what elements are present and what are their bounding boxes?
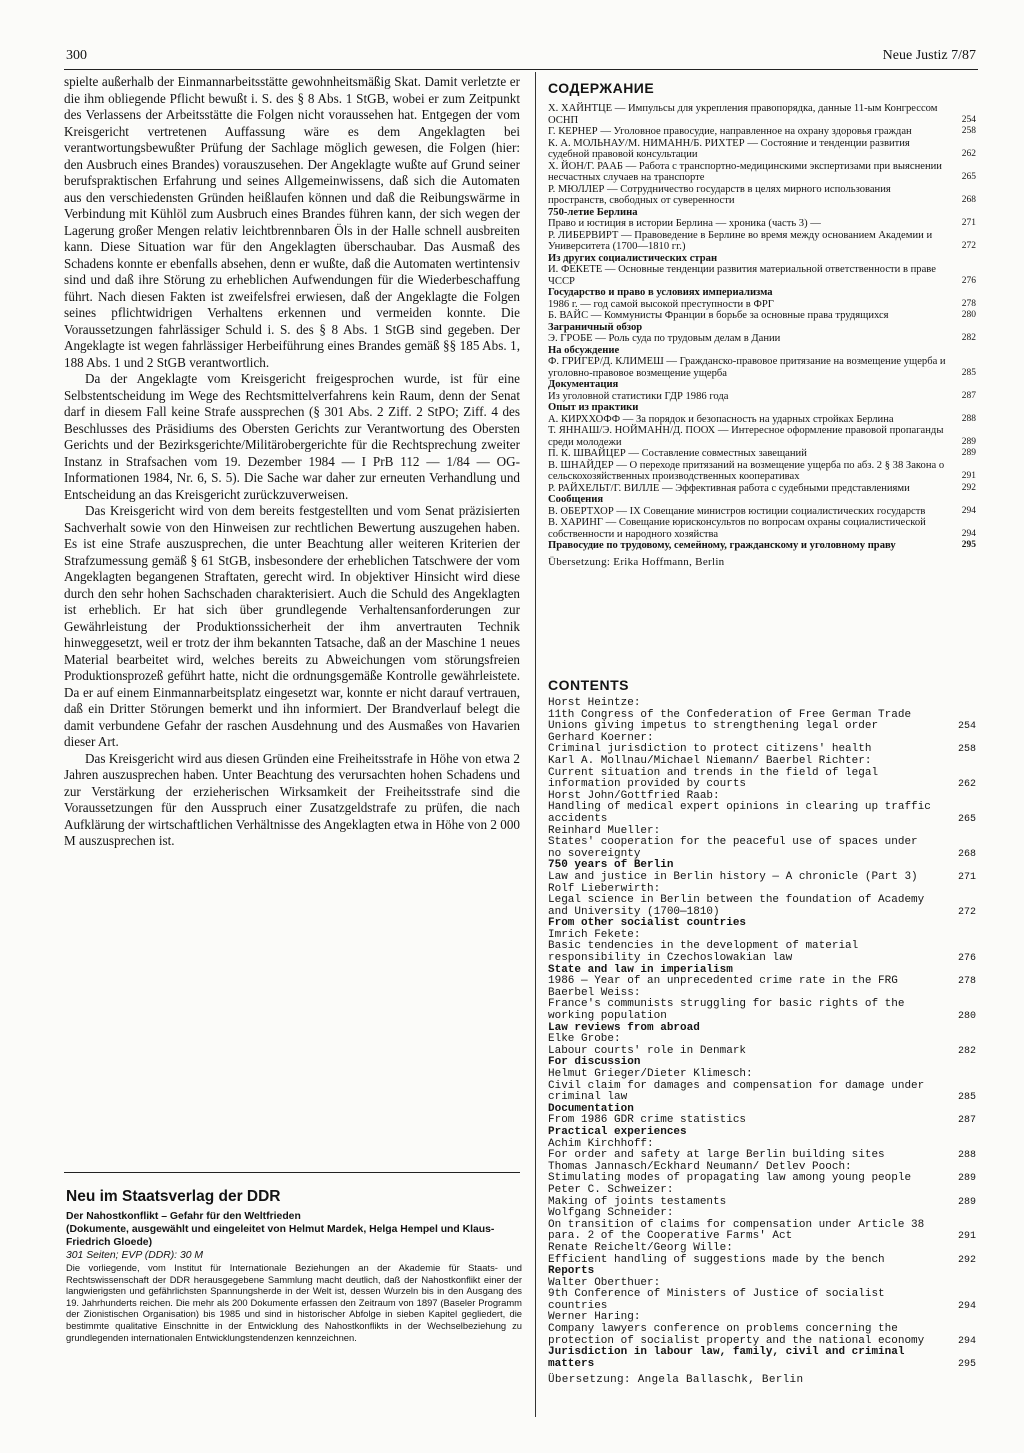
toc-entry-text: Э. ГРОБЕ — Роль суда по трудовым делам в Дании <box>548 333 781 344</box>
toc-entry-page: 280 <box>957 1011 976 1023</box>
toc-entry <box>548 930 976 965</box>
toc-entry-page: 268 <box>957 848 976 860</box>
toc-entry <box>548 988 976 1023</box>
toc-entry <box>548 1243 976 1266</box>
toc-entry-page: 265 <box>961 172 976 182</box>
toc-entry-text: 750-летие Берлина <box>548 206 638 218</box>
toc-english-heading: CONTENTS <box>548 677 629 693</box>
toc-entry-text: Из других социалистических стран <box>548 252 718 264</box>
article-paragraph: Das Kreisgericht wird aus diesen Gründen eine Freiheitsstrafe in Höhe von etwa 2 Jahren auszusprechen haben. Unter Beachtung des verursachten hohen Schadens und zur Verstärkung der erzieherischen Wirksamkeit der Freiheitsstrafe sind die Voraussetzungen für den Ausspruch einer Zusatzgeldstrafe zu prüfen, die nach Aufklärung der wirtschaftlichen Verhältnisse des Angeklagten etwa in Höhe von 2 000 M auszusprechen ist. <box>64 750 520 848</box>
toc-russian-translator: Übersetzung: Erika Hoffmann, Berlin <box>548 555 725 568</box>
publication-heading: Neu im Staatsverlag der DDR <box>66 1188 281 1205</box>
toc-entry-page: 276 <box>961 275 976 286</box>
toc-russian-list <box>548 103 976 552</box>
toc-entry-text: Law and justice in Berlin history — A chronicle (Part 3) <box>548 870 918 883</box>
toc-section-label: Documentation <box>548 1102 634 1115</box>
toc-entry-page: 289 <box>957 1196 976 1208</box>
toc-entry-text: На обсуждение <box>548 344 620 356</box>
toc-entry <box>548 448 976 460</box>
toc-entry <box>548 517 976 540</box>
toc-section-heading <box>548 345 976 357</box>
toc-entry-text: В. ОБЕРТХОР — IX Совещание министров юстиции социалистических государств <box>548 505 926 517</box>
toc-entry-text: А. КИРХХОФФ — За порядок и безопасность на ударных стройках Берлина <box>548 413 894 425</box>
toc-entry <box>548 356 976 379</box>
toc-entry-author: Renate Reichelt/Georg Wille: <box>548 1241 733 1254</box>
toc-entry <box>548 1208 976 1243</box>
toc-entry-page: 291 <box>957 1231 976 1243</box>
toc-section-heading <box>548 322 976 334</box>
toc-entry <box>548 310 976 322</box>
toc-section-heading <box>548 1347 976 1370</box>
toc-entry <box>548 1162 976 1185</box>
toc-entry <box>548 161 976 184</box>
toc-entry-text: Х. ХАЙНТЦЕ — Импульсы для укрепления правопорядка, данные 11-ым Конгрессом ОСНП <box>548 103 938 126</box>
toc-entry <box>548 884 976 919</box>
toc-entry-text: Правосудие по трудовому, семейному, гражданскому и уголовному праву <box>548 540 896 551</box>
toc-entry-text: 11th Congress of the Confederation of Free German Trade Unions giving impetus to strengthening legal order <box>548 708 912 733</box>
article-paragraph: Das Kreisgericht wird von dem bereits festgestellten und vom Senat präzisierten Sachverhalt sowie von den Hinweisen zur rechtlichen Bewertung auszugehen haben. Es ist eine Strafe auszusprechen, die unter Beachtung aller weiteren Kriterien der Strafzumessung gemäß § 61 StGB, insbesondere der erheblichen Tatschwere der vom Angeklagten begangenen Straftaten, gerecht wird. In objektiver Hinsicht wird diese durch den sehr hohen Sachschaden charakterisiert. Auch die Schuld des Angeklagten ist erheblich. Er hat sich über grundlegende Verhaltensanforderungen zur Gewährleistung der Produktionssicherheit der ihm anvertrauten Technik hinweggesetzt, weil er trotz der ihm bekannten Tatsache, daß an der Maschine 1 neues Material bearbeitet wird, welches bereits zu Abweichungen vom störungsfreien Produktionsprozeß geführt hatte, nicht die ordnungsgemäße Kontrolle gewährleistete. Da er auf einem Einmannarbeitsplatz eingesetzt war, konnte er nicht darauf vertrauen, daß ein Dritter Störungen bemerkt und ihn informiert. Der Brandverlauf belegt die damit verbundene Gefahr der raschen Ausdehnung und des Ausmaßes von Havarien dieser Art. <box>64 503 520 749</box>
toc-entry-page: 272 <box>961 241 976 251</box>
toc-entry <box>548 414 976 426</box>
toc-entry <box>548 1278 976 1313</box>
toc-entry-page: 282 <box>961 333 976 343</box>
toc-entry-page: 280 <box>961 310 976 320</box>
section-rule <box>64 1172 520 1173</box>
toc-entry-page: 276 <box>957 953 976 965</box>
toc-entry-text: И. ФЕКЕТЕ — Основные тенденции развития материальной ответственности в праве ЧССР <box>548 264 936 287</box>
toc-entry-page: 291 <box>961 471 976 481</box>
toc-entry-text: Опыт из практики <box>548 402 639 413</box>
toc-entry-author: Helmut Grieger/Dieter Klimesch: <box>548 1068 753 1080</box>
toc-entry <box>548 733 976 756</box>
toc-entry-page: 289 <box>961 448 976 458</box>
toc-entry <box>548 506 976 518</box>
toc-entry-author: Baerbel Weiss: <box>548 986 641 999</box>
journal-title: Neue Justiz 7/87 <box>882 48 976 63</box>
publication-description: Die vorliegende, vom Institut für Internationale Beziehungen an der Akademie für Staats- und Rechtswissenschaft der DDR herausgegebene Sammlung macht deutlich, daß der Nahostkonflikt einer der langwierigsten und gefährlichsten Spannungsherde in der Welt ist, dessen Wurzeln bis in den Ausgang des 19. Jahrhunderts reichen. Die mehr als 200 Dokumente erfassen den Zeitraum von 1897 (Baseler Programm der Zionistischen Organisation) bis 1985 und sind in historischer Abfolge in sieben Kapitel gegliedert, die bestimmte qualitative Einschnitte in der Entwicklung des Nahostkonflikts in der Wechselbeziehung zu grundlegenden internationalen Entwicklungstendenzen kennzeichnen. <box>66 1262 522 1343</box>
toc-entry <box>548 1312 976 1347</box>
toc-section-label: State and law in imperialism <box>548 963 733 976</box>
toc-section-label: Jurisdiction in labour law, family, civil and criminal matters <box>548 1346 905 1370</box>
toc-entry-author: Rolf Lieberwirth: <box>548 882 661 895</box>
toc-entry-text: Labour courts' role in Denmark <box>548 1044 747 1057</box>
toc-entry-text: К. А. МОЛЬНАУ/М. НИМАНН/Б. РИХТЕР — Состояние и тенденции развития судебной правовой консультации <box>548 137 910 160</box>
toc-entry-page: 268 <box>961 195 976 205</box>
toc-entry-text: Criminal jurisdiction to protect citizens' health <box>548 743 872 756</box>
toc-entry-text: В. ХАРИНГ — Совещание юрисконсультов по вопросам охраны социалистической собственности и народного хозяйства <box>548 517 926 540</box>
toc-entry <box>548 103 976 126</box>
toc-entry <box>548 1069 976 1104</box>
toc-section-label: 750 years of Berlin <box>548 859 674 872</box>
toc-section-heading <box>548 287 976 299</box>
toc-entry-text: Сообщения <box>548 494 604 505</box>
toc-entry-page: 289 <box>957 1173 976 1185</box>
toc-entry-text: Право и юстиция в истории Берлина — хроника (часть 3) — <box>548 218 821 229</box>
toc-entry <box>548 299 976 311</box>
toc-russian <box>548 80 976 568</box>
toc-entry-text: П. К. ШВАЙЦЕР — Составление совместных завещаний <box>548 448 807 459</box>
toc-entry-text: France's communists struggling for basic rights of the working population <box>548 998 905 1023</box>
toc-entry-page: 292 <box>957 1254 976 1266</box>
toc-entry-page: 294 <box>957 1300 976 1312</box>
toc-entry-author: Gerhard Koerner: <box>548 731 654 744</box>
header-rule <box>64 69 978 70</box>
toc-entry-page: 294 <box>957 1335 976 1347</box>
article-body <box>64 74 520 850</box>
toc-entry-page: 288 <box>961 413 976 424</box>
toc-entry <box>548 483 976 495</box>
toc-entry <box>548 1034 976 1057</box>
page-number: 300 <box>66 48 87 63</box>
toc-entry-page: 271 <box>961 218 976 228</box>
toc-entry-text: Basic tendencies in the development of material responsibility in Czechoslowakian law <box>548 940 859 965</box>
toc-entry-page: 254 <box>961 114 976 125</box>
toc-entry <box>548 698 976 733</box>
toc-entry-text: On transition of claims for compensation under Article 38 para. 2 of the Cooperative Farms' Act <box>548 1218 925 1243</box>
toc-entry-page: 254 <box>957 721 976 733</box>
toc-entry-page: 292 <box>961 482 976 493</box>
toc-entry <box>548 333 976 345</box>
toc-section-label: Reports <box>548 1265 595 1278</box>
toc-entry-page: 285 <box>957 1092 976 1104</box>
toc-entry-text: Handling of medical expert opinions in clearing up traffic accidents <box>548 801 931 825</box>
toc-entry <box>548 425 976 448</box>
toc-entry-page: 262 <box>961 149 976 159</box>
toc-entry <box>548 872 976 884</box>
toc-section-heading <box>548 1127 976 1139</box>
toc-section-label: Law reviews from abroad <box>548 1021 700 1034</box>
toc-entry-page: 294 <box>961 505 976 516</box>
toc-section-heading <box>548 207 976 219</box>
toc-entry <box>548 126 976 138</box>
toc-entry-text: For order and safety at large Berlin building sites <box>548 1149 885 1162</box>
toc-entry <box>548 460 976 483</box>
column-divider <box>535 72 536 1417</box>
toc-entry-text: Государство и право в условиях империализма <box>548 287 773 298</box>
toc-entry-page: 278 <box>961 298 976 309</box>
toc-entry-text: Р. МЮЛЛЕР — Сотрудничество государств в целях мирного использования пространств, свободных от суверенности <box>548 183 891 206</box>
toc-entry-page: 258 <box>957 744 976 756</box>
publication-notice <box>66 1188 522 1343</box>
toc-section-heading <box>548 494 976 506</box>
toc-entry-text: Civil claim for damages and compensation for damage under criminal law <box>548 1079 925 1104</box>
toc-entry <box>548 756 976 791</box>
toc-entry-text: Документация <box>548 379 619 390</box>
toc-entry <box>548 1185 976 1208</box>
toc-russian-heading: СОДЕРЖАНИЕ <box>548 80 655 96</box>
toc-entry-page: 285 <box>961 367 976 378</box>
toc-entry-author: Imrich Fekete: <box>548 928 641 941</box>
toc-entry <box>548 230 976 253</box>
toc-entry <box>548 184 976 207</box>
publication-title: Der Nahostkonflikt – Gefahr für den Weltfrieden <box>66 1211 301 1222</box>
toc-entry <box>548 1139 976 1162</box>
toc-entry-text: 1986 — Year of an unprecedented crime rate in the FRG <box>548 975 898 988</box>
toc-entry-author: Peter C. Schweizer: <box>548 1183 674 1196</box>
toc-entry-page: 272 <box>957 906 976 918</box>
toc-entry-text: Г. КЕРНЕР — Уголовное правосудие, направленное на охрану здоровья граждан <box>548 126 912 137</box>
toc-entry-text: Efficient handling of suggestions made by the bench <box>548 1253 885 1266</box>
toc-section-heading <box>548 402 976 414</box>
toc-entry-text: В. ШНАЙДЕР — О переходе притязаний на возмещение ущерба по абз. 2 § 38 Закона о сельскохозяйственных производственных кооперативах <box>548 459 945 482</box>
toc-entry-text: Заграничный обзор <box>548 321 643 333</box>
toc-entry-text: Legal science in Berlin between the foundation of Academy and University (1700—1810) <box>548 894 925 918</box>
toc-entry-page: 287 <box>961 390 976 401</box>
toc-entry-text: Current situation and trends in the field of legal information provided by courts <box>548 766 879 791</box>
toc-english <box>548 677 976 1386</box>
toc-entry-page: 287 <box>957 1115 976 1127</box>
toc-entry-text: Х. ЙОН/Г. РААБ — Работа с транспортно-медицинскими экспертизами при выяснении несчастных случаев на транспорте <box>548 160 942 183</box>
toc-entry <box>548 218 976 230</box>
toc-section-heading <box>548 379 976 391</box>
toc-entry-text: Р. РАЙХЕЛЬТ/Г. ВИЛЛЕ — Эффективная работа с судебными представлениями <box>548 482 910 494</box>
toc-entry-page: 265 <box>957 813 976 825</box>
toc-entry-page: 289 <box>961 436 976 447</box>
toc-entry-text: Б. ВАЙС — Коммунисты Франции в борьбе за основные права трудящихся <box>548 310 889 321</box>
toc-entry <box>548 826 976 861</box>
toc-entry-author: Walter Oberthuer: <box>548 1276 661 1289</box>
toc-entry-text: Из уголовной статистики ГДР 1986 года <box>548 390 729 402</box>
toc-section-label: Practical experiences <box>548 1125 687 1138</box>
toc-entry-page: 271 <box>957 871 976 883</box>
toc-entry-page: 295 <box>957 1358 976 1370</box>
toc-entry-text: 9th Conference of Ministers of Justice of socialist countries <box>548 1288 885 1312</box>
toc-entry <box>548 791 976 826</box>
toc-entry-author: Reinhard Mueller: <box>548 824 661 837</box>
toc-entry-page: 288 <box>957 1150 976 1162</box>
toc-entry-author: Karl A. Mollnau/Michael Niemann/ Baerbel Richter: <box>548 754 872 767</box>
toc-entry-author: Horst John/Gottfried Raab: <box>548 789 720 802</box>
toc-entry-author: Elke Grobe: <box>548 1033 621 1046</box>
toc-entry-author: Wolfgang Schneider: <box>548 1207 674 1220</box>
toc-section-label: For discussion <box>548 1056 641 1069</box>
toc-section-label: From other socialist countries <box>548 917 747 930</box>
toc-entry-text: Р. ЛИБЕРВИРТ — Правоведение в Берлине во время между основанием Академии и Университета (1700—1810 гг.) <box>548 229 933 252</box>
toc-english-translator: Übersetzung: Angela Ballaschk, Berlin <box>548 1374 804 1387</box>
toc-entry-page: 282 <box>957 1045 976 1057</box>
toc-entry-author: Werner Haring: <box>548 1311 641 1324</box>
toc-entry-author: Thomas Jannasch/Eckhard Neumann/ Detlev Pooch: <box>548 1160 852 1173</box>
toc-entry-page: 262 <box>957 779 976 791</box>
toc-entry-page: 258 <box>961 126 976 136</box>
toc-entry-page: 278 <box>957 976 976 988</box>
publication-subtitle: (Dokumente, ausgewählt und eingeleitet von Helmut Mardek, Helga Hempel und Klaus-Friedrich Gloede) <box>66 1224 495 1248</box>
toc-section-heading <box>548 1266 976 1278</box>
article-paragraph: spielte außerhalb der Einmannarbeitsstätte gewohnheitsmäßig Skat. Damit verletzte er die ihm obliegende Pflicht bewußt i. S. des § 8 Abs. 1 StGB, wobei er zum Zeitpunkt des Verlassens der Arbeitsstätte die Folgen nicht voraussehen hat. Entgegen der vom Kreisgericht vertretenen Auffassung wäre es dem Angeklagten bei verantwortungsbewußter Prüfung der Sachlage möglich gewesen, die Folgen (hier: den Ausbruch eines Brandes) vorauszusehen. Der Angeklagte wußte auf Grund seiner berufspraktischen Erfahrung und seines Allgemeinwissens, daß sich die Automaten aus den verschiedensten Gründen heißlaufen können und daß die Reibungswärme in Verbindung mit Kühlöl zum Ausbruch eines Brandes führen kann, der sich wegen der Lagerung großer Mengen relativ leichtbrennbaren Öls in der Halle schnell ausbreiten kann. Diese Situation war für den Angeklagten überschaubar. Das Ausmaß des Schadens konnte er ebenfalls absehen, denn er wußte, daß die Automaten wertintensiv sind und daß ihre Störung zu erheblichen Aufwendungen für die Wiederbeschaffung führt. Nach diesen Fakten ist zweifelsfrei erwiesen, daß der Angeklagte die Folgen seines pflichtwidrigen Verhaltens erkennen und vermeiden konnte. Die Voraussetzungen fahrlässiger Schuld i. S. des § 8 Abs. 1 StGB sind gegeben. Der Angeklagte ist wegen fahrlässiger Herbeiführung eines Brandes gemäß §§ 185 Abs. 1, 188 Abs. 1 und 2 StGB verantwortlich. <box>64 74 520 370</box>
toc-entry-text: Company lawyers conference on problems concerning the protection of socialist property and the national economy <box>548 1323 925 1347</box>
toc-entry-text: States' cooperation for the peaceful use of spaces under no sovereignty <box>548 836 918 860</box>
toc-entry-text: Making of joints testaments <box>548 1195 727 1208</box>
toc-entry-text: Т. ЯННАШ/Э. НОЙМАНН/Д. ПООХ — Интересное оформление правовой пропаганды среди молодежи <box>548 425 944 448</box>
toc-entry-author: Achim Kirchhoff: <box>548 1137 654 1150</box>
toc-entry-page: 295 <box>961 540 976 550</box>
toc-section-heading <box>548 253 976 265</box>
toc-entry-text: 1986 г. — год самой высокой преступности в ФРГ <box>548 298 774 310</box>
toc-entry-page: 294 <box>961 528 976 539</box>
toc-entry <box>548 391 976 403</box>
toc-section-heading <box>548 540 976 552</box>
toc-english-list <box>548 698 976 1370</box>
toc-entry-text: Stimulating modes of propagating law among young people <box>548 1172 912 1185</box>
toc-entry <box>548 264 976 287</box>
toc-entry-text: Ф. ГРИГЕР/Д. КЛИМЕШ — Гражданско-правовое притязание на возмещение ущерба и уголовно-правовое возмещение ущерба <box>548 356 946 379</box>
toc-entry-text: From 1986 GDR crime statistics <box>548 1114 747 1127</box>
article-paragraph: Da der Angeklagte vom Kreisgericht freigesprochen wurde, ist für eine Selbstentscheidung im Wege des Rechtsmittelverfahrens kein Raum, denn der Senat darf in diesem Fall keine Strafe aussprechen (§ 301 Abs. 2 Ziff. 2 StPO; Ziff. 4 des Beschlusses des Präsidiums des Obersten Gerichts zur Verantwortung des Obersten Gerichts und der Bezirksgerichte/Militärobergerichte für die Rechtsprechung zweiter Instanz in Strafsachen vom 19. Dezember 1984 — I PrB 112 — 1/84 — OG-Informationen 1984, Nr. 6, S. 5). Die Sache war daher zur erneuten Verhandlung und Entscheidung an das Kreisgericht zurückzuverweisen. <box>64 371 520 502</box>
toc-entry-author: Horst Heintze: <box>548 697 641 709</box>
toc-entry <box>548 138 976 161</box>
publication-details: 301 Seiten; EVP (DDR): 30 M <box>66 1250 204 1261</box>
